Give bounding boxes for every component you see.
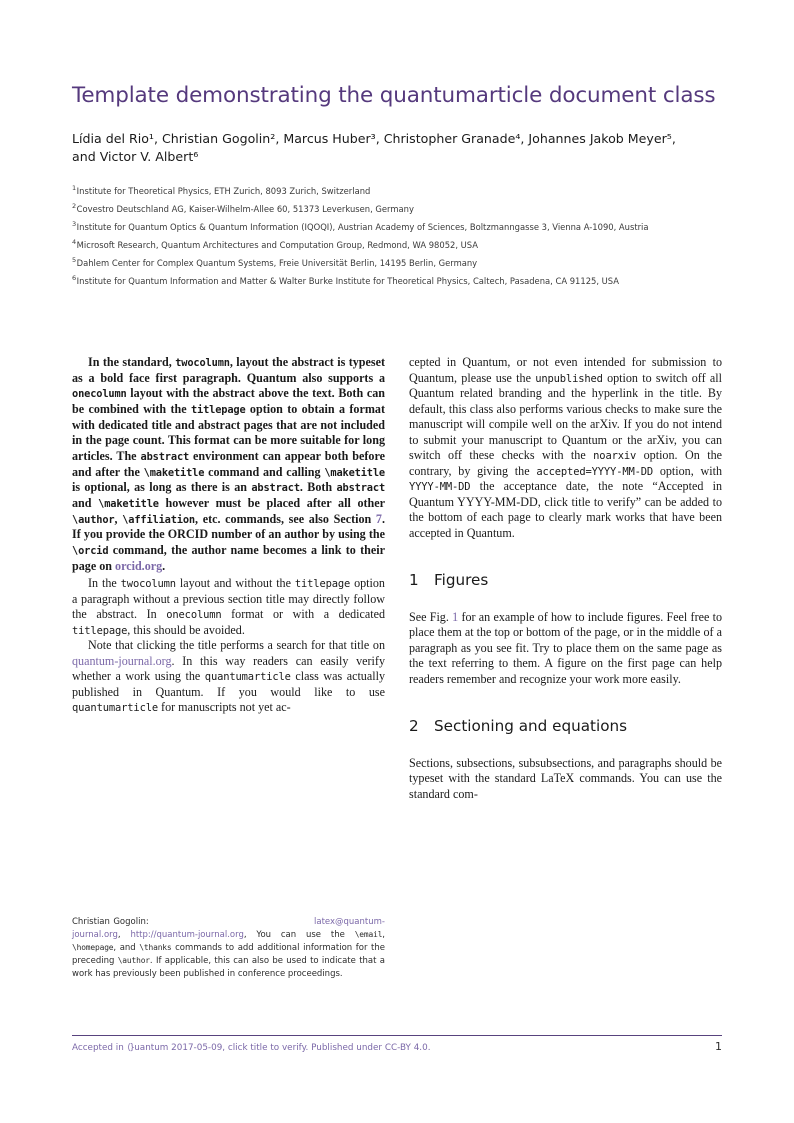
abstract-text: option to obtain a format with dedicated title and abstract pages that are not included in the page count. This format can be more suitable for long articles. The — [72, 401, 385, 463]
affiliation-marker: 6 — [72, 274, 77, 283]
body-text: layout and without the — [175, 576, 295, 591]
code-author: \author — [72, 513, 115, 526]
code-abstract: abstract — [140, 450, 190, 463]
left-paragraph-3 — [72, 638, 385, 716]
footer-text: Accepted in — [72, 1043, 127, 1053]
body-text: cepted in Quantum, or not even intended for submission to Quantum, please use the — [409, 355, 722, 385]
abstract-text: is optional, as long as there is an — [72, 480, 252, 495]
author-list — [72, 130, 722, 167]
footnote-email-link[interactable]: latex@quantum-journal.org — [72, 917, 385, 940]
abstract-text: , — [114, 511, 123, 526]
footnote-text: commands to add additional information for the preceding — [72, 942, 385, 966]
footer-accepted-notice[interactable] — [72, 1043, 431, 1053]
footnote-punct: , — [117, 929, 121, 940]
right-paragraph-1 — [409, 355, 722, 541]
body-text: class was actually published in Quantum. If you would like to use — [72, 669, 385, 699]
left-paragraph-2 — [72, 576, 385, 638]
code-thanks: \thanks — [139, 942, 172, 952]
body-text: option a paragraph without a previous section title may directly follow the abstract. In — [72, 576, 385, 622]
affiliation-marker: 3 — [72, 220, 77, 229]
footer-divider — [72, 1035, 722, 1036]
body-text: for manuscripts not yet ac- — [158, 700, 291, 715]
author-line-1: Lídia del Rio¹, Christian Gogolin², Marcus Huber³, Christopher Granade⁴, Johannes Jakob Meyer⁵, — [72, 130, 676, 146]
sectioning-paragraph: Sections, subsections, subsubsections, and paragraphs should be typeset with the standard LaTeX commands. You can use the standard com- — [409, 755, 722, 801]
body-text: , this should be avoided. — [127, 622, 245, 637]
code-quantumarticle: quantumarticle — [72, 702, 159, 715]
affiliation-marker: 5 — [72, 256, 77, 265]
affiliation-item — [72, 186, 722, 198]
abstract-text: however must be placed after all other — [158, 495, 385, 510]
orcid-link[interactable]: orcid.org — [115, 558, 163, 573]
footer-text: 2017-05-09, click title to verify. Published under CC-BY 4.0. — [168, 1043, 431, 1053]
section-heading-sectioning — [409, 717, 722, 735]
affiliation-item — [72, 276, 722, 288]
affiliation-item — [72, 240, 722, 252]
body-text: for an example of how to include figures. Feel free to place them at the top or bottom of the page, or in the middle of a paragraph as you see fit. Try to place them on the same page as the text referring to them. A figure on the first page can help readers remember and recognize your work more easily. — [409, 609, 722, 686]
section-title: Sectioning and equations — [434, 717, 628, 736]
abstract-text: command, the author name becomes a link to their page on — [72, 542, 385, 573]
body-text: . In this way readers can easily verify whether a work using the — [72, 653, 385, 684]
code-maketitle: \maketitle — [143, 466, 205, 479]
footnote-homepage-link[interactable]: http://quantum-journal.org — [130, 929, 244, 940]
code-titlepage: titlepage — [72, 624, 128, 637]
code-quantumarticle: quantumarticle — [204, 671, 291, 684]
page-footer — [72, 1040, 722, 1053]
quantum-logo-icon: ⟨} — [127, 1043, 134, 1053]
section-title: Figures — [434, 571, 489, 590]
code-titlepage: titlepage — [190, 403, 246, 416]
abstract-paragraph — [72, 355, 385, 574]
code-homepage: \homepage — [72, 942, 114, 952]
code-maketitle: \maketitle — [98, 497, 159, 510]
code-onecolumn: onecolumn — [72, 388, 127, 401]
abstract-text: layout with the abstract above the text. Both can be combined with the — [72, 386, 385, 416]
affiliation-text: Institute for Theoretical Physics, ETH Zurich, 8093 Zurich, Switzerland — [76, 186, 371, 197]
code-noarxiv: noarxiv — [593, 450, 637, 463]
code-unpublished: unpublished — [535, 372, 603, 385]
page-title[interactable]: Template demonstrating the quantumarticle document class — [72, 83, 716, 108]
footer-journal-name: uantum — [134, 1043, 169, 1053]
section-number: 1 — [409, 571, 419, 590]
code-onecolumn: onecolumn — [166, 609, 222, 622]
footnote-text: , — [382, 929, 385, 940]
quantum-journal-link[interactable]: quantum-journal.org — [72, 653, 172, 668]
code-titlepage: titlepage — [294, 578, 351, 591]
footnote-text: , and — [113, 942, 140, 953]
footnote-text: . If applicable, this can also be used to indicate that a work has previously been published in conference proceedings. — [72, 955, 385, 979]
affiliation-text: Microsoft Research, Quantum Architectures and Computation Group, Redmond, WA 98052, USA — [76, 239, 479, 250]
spacer — [409, 590, 722, 610]
affiliation-item — [72, 204, 722, 216]
code-affiliation: \affiliation — [122, 513, 196, 526]
affiliation-marker: 2 — [72, 202, 77, 211]
affiliation-item — [72, 258, 722, 270]
title-block — [72, 84, 722, 294]
footnote-author-name: Christian Gogolin: — [72, 917, 149, 927]
body-text: Note that clicking the title performs a search for that title on — [88, 638, 385, 653]
affiliation-text: Institute for Quantum Information and Matter & Walter Burke Institute for Theoretical Physics, Caltech, Pasadena, CA 91125, USA — [76, 275, 620, 286]
abstract-text: command and calling — [204, 464, 325, 479]
footnote-block — [72, 916, 385, 981]
code-abstract: abstract — [251, 482, 300, 495]
code-author: \author — [117, 955, 150, 965]
body-text: format or with a dedicated — [221, 607, 385, 622]
code-maketitle: \maketitle — [324, 466, 385, 479]
author-line-2: and Victor V. Albert⁶ — [72, 148, 199, 164]
body-text: option to switch off all Quantum related branding and the hyperlink in the title. By default, this class also performs various checks to make sure the manuscript will compile well on the arXiv. If you do not intend to submit your manuscript to Quantum or the arXiv, you can switch off these checks with the — [409, 370, 722, 463]
body-text: option. On the contrary, by giving the — [409, 448, 722, 478]
abstract-text: . If you provide the ORCID number of an author by using the — [72, 511, 385, 542]
body-text: option, with — [653, 463, 722, 478]
affiliation-list — [72, 186, 722, 288]
section-reference-link[interactable]: 7 — [375, 511, 382, 526]
code-email: \email — [354, 929, 383, 939]
figures-paragraph — [409, 610, 722, 688]
body-text: In the — [88, 576, 121, 591]
abstract-text: and — [72, 495, 99, 510]
code-accepted-option: accepted=YYYY-MM-DD — [536, 465, 654, 478]
code-abstract: abstract — [336, 482, 386, 495]
spacer — [409, 687, 722, 717]
affiliation-item — [72, 222, 722, 234]
abstract-text: , etc. commands, see also Section — [195, 511, 376, 526]
code-orcid: \orcid — [72, 544, 109, 557]
body-text: See Fig. — [409, 609, 453, 624]
abstract-text: . — [162, 558, 166, 573]
code-twocolumn: twocolumn — [120, 578, 176, 591]
body-text: the acceptance date, the note “Accepted in Quantum YYYY-MM-DD, click title to verify” can be added to the bottom of each page to clearly mark works that have been accepted in Quantum. — [409, 479, 722, 540]
affiliation-marker: 1 — [72, 184, 77, 193]
abstract-text: In the standard, — [88, 355, 176, 369]
affiliation-marker: 4 — [72, 238, 77, 247]
footnote-punct: , — [243, 929, 247, 940]
affiliation-text: Dahlem Center for Complex Quantum Systems, Freie Universität Berlin, 14195 Berlin, Germany — [76, 257, 478, 268]
affiliation-text: Covestro Deutschland AG, Kaiser-Wilhelm-Allee 60, 51373 Leverkusen, Germany — [76, 204, 414, 215]
page-number: 1 — [715, 1040, 722, 1053]
spacer — [409, 736, 722, 756]
section-number: 2 — [409, 717, 419, 736]
abstract-text: . Both — [299, 480, 337, 495]
abstract-text: , layout the abstract is typeset as a bold face first paragraph. Quantum also supports a — [72, 355, 385, 385]
figure-reference-link[interactable]: 1 — [452, 609, 459, 624]
affiliation-text: Institute for Quantum Optics & Quantum Information (IQOQI), Austrian Academy of Sciences, Boltzmanngasse 3, Vienna A-1090, Austria — [76, 222, 649, 233]
footnote-text: You can use the — [246, 929, 355, 940]
code-twocolumn: twocolumn — [175, 357, 230, 369]
section-heading-figures — [409, 571, 722, 589]
spacer — [409, 541, 722, 571]
code-date-format: YYYY-MM-DD — [409, 481, 471, 494]
column-right — [409, 355, 722, 1015]
abstract-text: environment can appear both before and after the — [72, 448, 385, 479]
